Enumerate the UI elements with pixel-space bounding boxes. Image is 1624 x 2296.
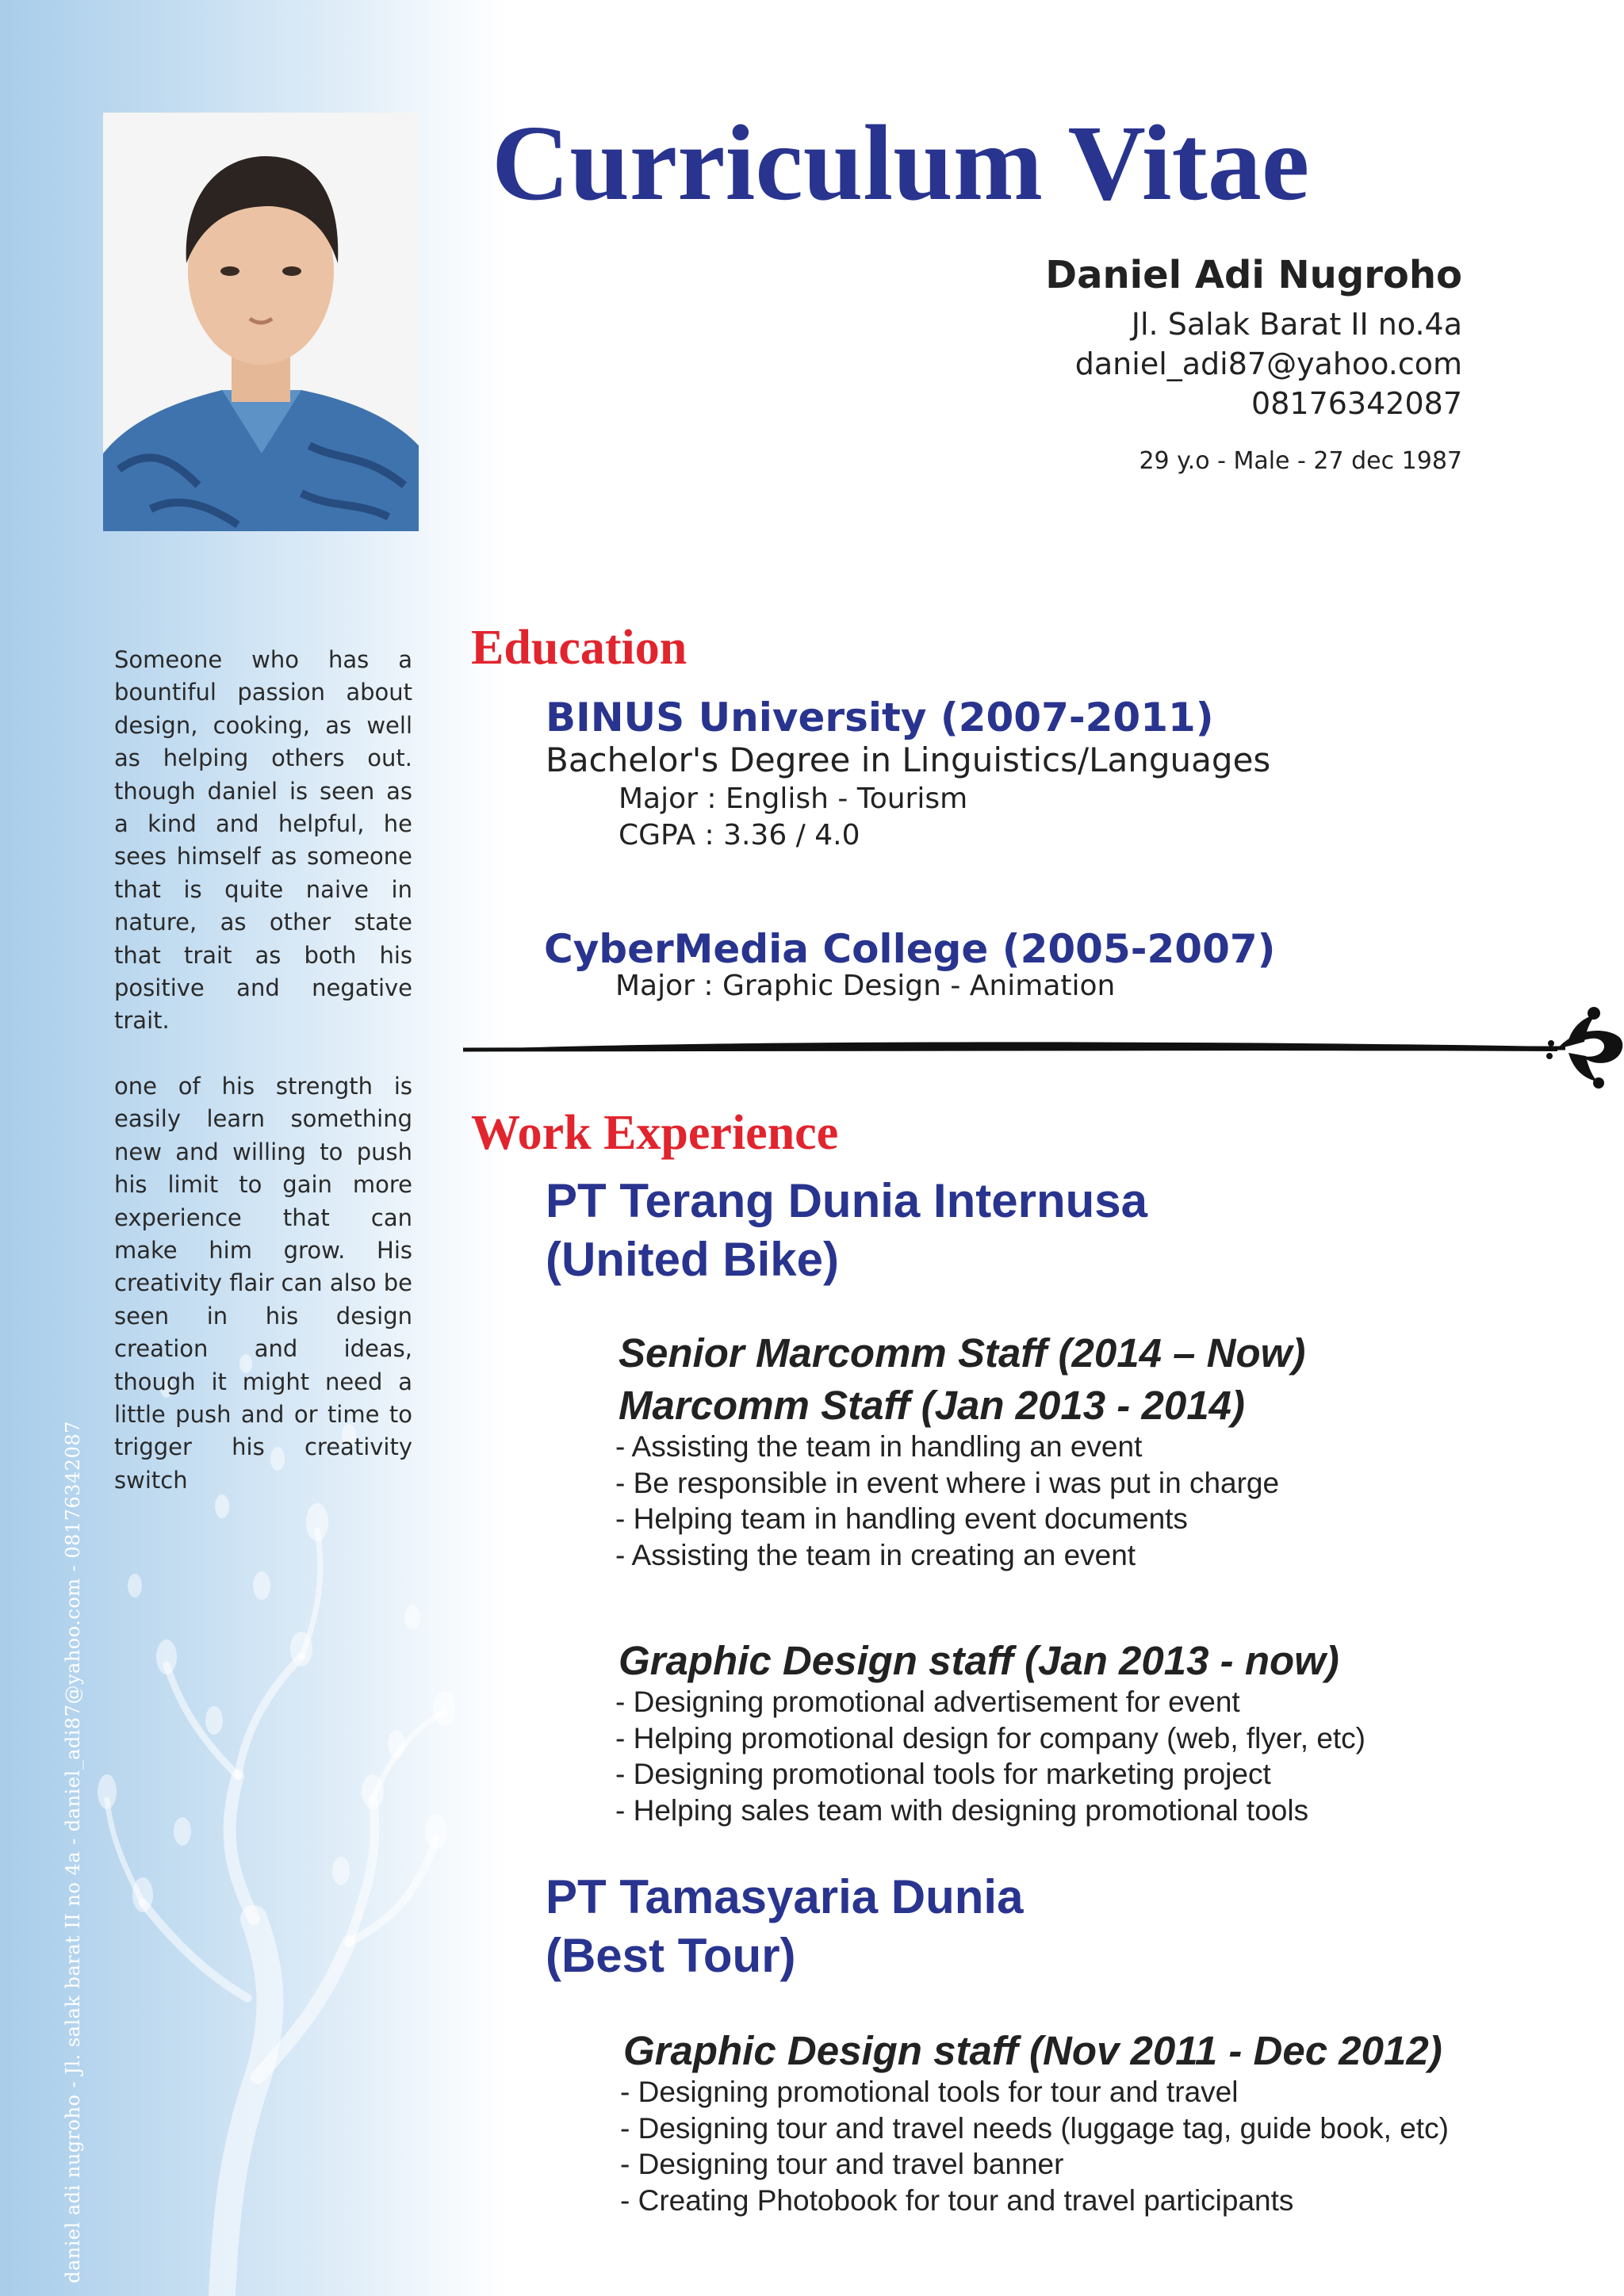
- company-name-line: (Best Tour): [546, 1929, 796, 1982]
- school-detail: CGPA : 3.36 / 4.0: [619, 819, 860, 851]
- duty-item: - Designing promotional tools for marketing project: [615, 1758, 1271, 1790]
- school-detail: Major : Graphic Design - Animation: [615, 970, 1116, 1002]
- company-name-line: PT Terang Dunia Internusa: [546, 1174, 1147, 1227]
- personal-info: 29 y.o - Male - 27 dec 1987: [1139, 447, 1462, 475]
- job-title: Graphic Design staff (Nov 2011 - Dec 2012): [623, 2028, 1442, 2073]
- page-title: Curriculum Vitae: [492, 104, 1310, 223]
- duty-item: - Designing promotional tools for tour and travel: [620, 2076, 1239, 2108]
- company-name-line: (United Bike): [546, 1233, 840, 1286]
- duty-item: - Creating Photobook for tour and travel participants: [620, 2183, 1294, 2217]
- duty-list: [620, 2074, 1449, 2218]
- work-experience-heading: Work Experience: [471, 1106, 839, 1160]
- duty-item: - Be responsible in event where i was put in charge: [615, 1466, 1280, 1499]
- duty-list: [615, 1684, 1365, 1828]
- phone: 08176342087: [1251, 386, 1462, 421]
- duty-item: - Designing tour and travel needs (luggage tag, guide book, etc): [620, 2111, 1449, 2145]
- job-title-block: [619, 1635, 1339, 1687]
- person-name: Daniel Adi Nugroho: [1045, 253, 1462, 297]
- job-title: Senior Marcomm Staff (2014 – Now): [619, 1330, 1306, 1376]
- email: daniel_adi87@yahoo.com: [1074, 346, 1462, 381]
- duty-item: - Designing promotional advertisement for event: [615, 1686, 1240, 1718]
- company-name-line: PT Tamasyaria Dunia: [546, 1870, 1024, 1923]
- bio-paragraph: one of his strength is easily learn something new and willing to push his limit to gain more experience that can make him grow. His creativity flair can also be seen in his design creation and ideas, though it might need a little push and or time to trigger his creativity switch: [114, 1072, 412, 1494]
- ornamental-divider: [463, 1005, 1624, 1093]
- contact-block: [1045, 251, 1462, 477]
- address: Jl. Salak Barat II no.4a: [1131, 307, 1462, 342]
- duty-item: - Assisting the team in creating an event: [615, 1538, 1136, 1571]
- education-heading: Education: [471, 621, 688, 675]
- school-degree: Bachelor's Degree in Linguistics/Languages: [546, 740, 1271, 779]
- bio-text: [114, 644, 412, 1529]
- profile-photo: [103, 113, 419, 531]
- job-title: Marcomm Staff (Jan 2013 - 2014): [619, 1383, 1245, 1428]
- duty-item: - Assisting the team in handling an event: [615, 1430, 1143, 1463]
- job-title-block: [623, 2025, 1442, 2077]
- duty-item: - Helping promotional design for company (web, flyer, etc): [615, 1721, 1365, 1755]
- vertical-contact-strip: daniel adi nugroho - Jl. salak barat II no 4a - daniel_adi87@yahoo.com - 08176342087: [62, 1421, 84, 2283]
- bio-paragraph: Someone who has a bountiful passion about design, cooking, as well as helping others out. though daniel is seen as a kind and helpful, he sees himself as someone that is quite naive in nature, as other state that trait as both his positive and negative trait.: [114, 646, 412, 1035]
- company-name: [546, 1868, 1023, 1985]
- duty-list: [615, 1429, 1279, 1573]
- duty-item: - Helping team in handling event documents: [615, 1502, 1188, 1535]
- school-detail: Major : English - Tourism: [619, 783, 968, 815]
- person-portrait-image: [103, 113, 419, 531]
- job-title-block: [619, 1327, 1305, 1432]
- school-name: BINUS University (2007-2011): [546, 695, 1214, 740]
- duty-item: - Designing tour and travel banner: [620, 2148, 1064, 2180]
- company-name: [546, 1172, 1147, 1289]
- job-title: Graphic Design staff (Jan 2013 - now): [619, 1638, 1339, 1683]
- school-name: CyberMedia College (2005-2007): [544, 926, 1276, 972]
- duty-item: - Helping sales team with designing promotional tools: [615, 1793, 1309, 1827]
